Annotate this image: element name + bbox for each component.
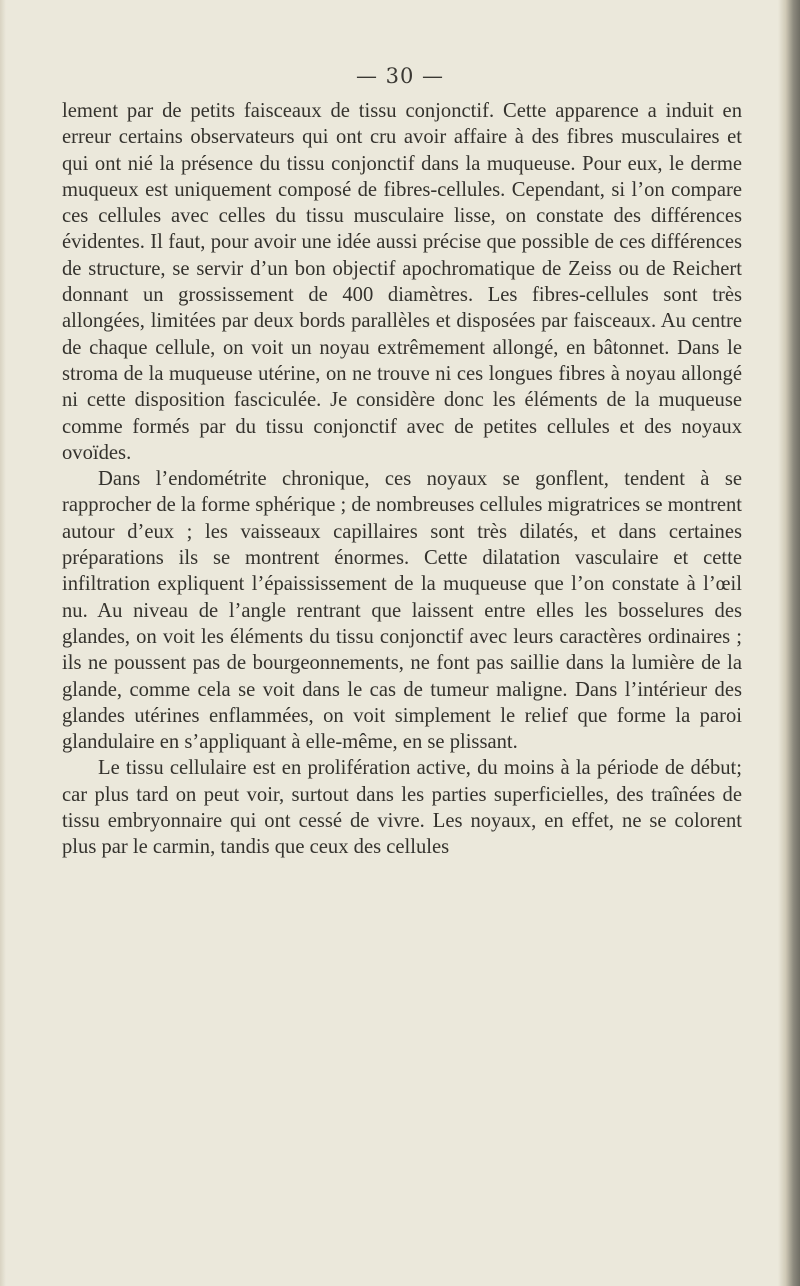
body-text	[62, 98, 742, 861]
paragraph-2: Dans l’endométrite chronique, ces noyaux se gonflent, tendent à se rapprocher de la forme sphérique ; de nombreuses cellules migratrices se montrent autour d’eux ; les vaisseaux capillaires sont très dilatés, et dans certaines préparations ils se montrent énormes. Cette dilatation vasculaire et cette infiltration expliquent l’épaississement de la muqueuse que l’on constate à l’œil nu. Au niveau de l’angle rentrant que laissent entre elles les bosselures des glandes, on voit les éléments du tissu conjonctif avec leurs caractères ordinaires ; ils ne poussent pas de bourgeonnements, ne font pas saillie dans la lumière de la glande, comme cela se voit dans le cas de tumeur maligne. Dans l’intérieur des glandes utérines enflammées, on voit simplement le relief que forme la paroi glandulaire en s’appliquant à elle-même, en se plissant.	[62, 468, 742, 754]
page-binding-shadow	[778, 0, 800, 1286]
paragraph-1: lement par de petits faisceaux de tissu conjonctif. Cette apparence a induit en erreur certains observateurs qui ont cru avoir affaire à des fibres musculaires et qui ont nié la présence du tissu conjonctif dans la muqueuse. Pour eux, le derme muqueux est uniquement composé de fibres-cellules. Cependant, si l’on compare ces cellules avec celles du tissu musculaire lisse, on constate des différences évidentes. Il faut, pour avoir une idée aussi précise que possible de ces différences de structure, se servir d’un bon objectif apochromatique de Zeiss ou de Reichert donnant un grossissement de 400 diamètres. Les fibres-cellules sont très allongées, limitées par deux bords parallèles et disposées par faisceaux. Au centre de chaque cellule, on voit un noyau extrêmement allongé, en bâtonnet. Dans le stroma de la muqueuse utérine, on ne trouve ni ces longues fibres à noyau allongé ni cette disposition fasciculée. Je considère donc les éléments de la muqueuse comme formés par du tissu conjonctif avec de petites cellules et des noyaux ovoïdes.	[62, 100, 742, 464]
paragraph-3: Le tissu cellulaire est en prolifération active, du moins à la période de début; car plus tard on peut voir, surtout dans les parties superficielles, des traînées de tissu embryonnaire qui ont cessé de vivre. Les noyaux, en effet, ne se colorent plus par le carmin, tandis que ceux des cellules	[62, 757, 742, 859]
page-left-edge	[0, 0, 6, 1286]
page-number: — 30 —	[355, 64, 445, 88]
